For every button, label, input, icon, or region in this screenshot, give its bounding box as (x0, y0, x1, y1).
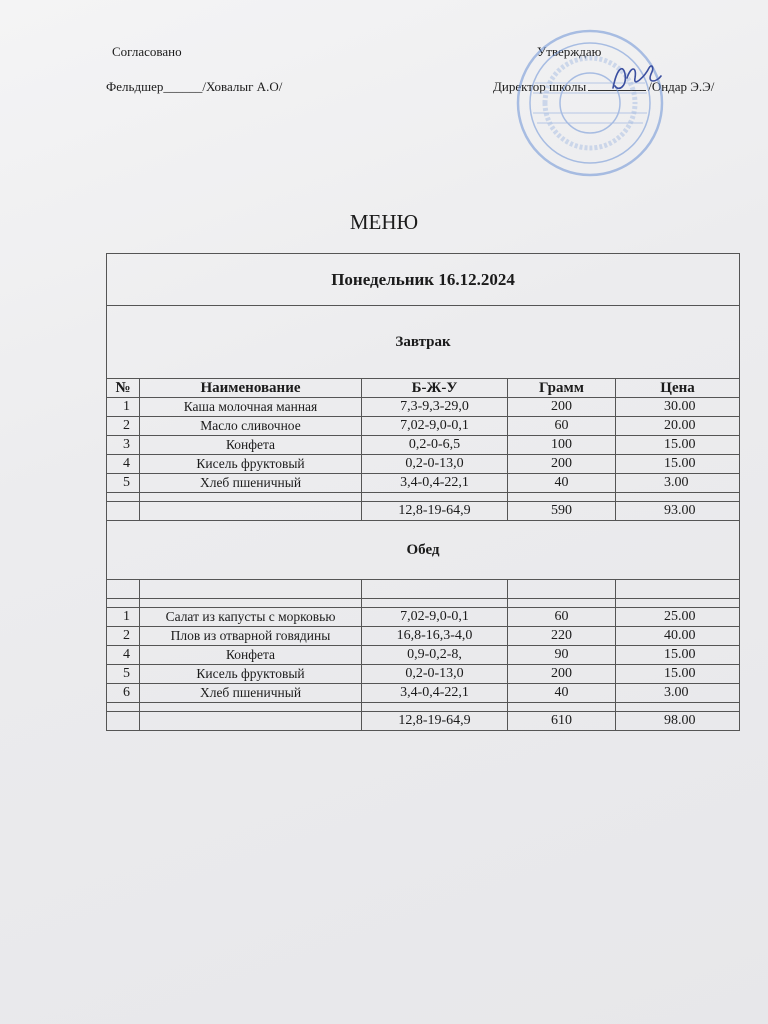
dish-name: Конфета (140, 646, 362, 665)
dish-bju: 0,2-0-13,0 (362, 665, 508, 684)
paramedic-signature-line: Фельдшер______/Ховалыг А.О/ (106, 79, 283, 94)
table-row (107, 436, 740, 455)
dish-price: 3.00 (616, 474, 740, 493)
dish-bju: 16,8-16,3-4,0 (362, 627, 508, 646)
dish-grams: 40 (508, 474, 616, 493)
dish-bju: 7,02-9,0-0,1 (362, 608, 508, 627)
dish-name: Каша молочная манная (140, 398, 362, 417)
col-name: Наименование (140, 379, 362, 398)
dish-price: 25.00 (616, 608, 740, 627)
total-grams: 610 (508, 712, 616, 731)
dish-grams: 100 (508, 436, 616, 455)
dish-grams: 90 (508, 646, 616, 665)
dish-name: Конфета (140, 436, 362, 455)
total-name (140, 502, 362, 521)
total-name (140, 712, 362, 731)
row-number: 4 (107, 455, 140, 474)
dish-price: 20.00 (616, 417, 740, 436)
dish-price: 30.00 (616, 398, 740, 417)
dish-name: Масло сливочное (140, 417, 362, 436)
dish-grams: 200 (508, 398, 616, 417)
dish-price: 15.00 (616, 665, 740, 684)
dish-grams: 60 (508, 417, 616, 436)
breakfast-rows (107, 398, 740, 521)
director-name: /Ондар Э.Э/ (648, 79, 715, 94)
table-header-row (107, 379, 740, 398)
dish-name: Кисель фруктовый (140, 455, 362, 474)
table-spacer-row (107, 599, 740, 608)
table-spacer-row (107, 493, 740, 502)
total-price: 98.00 (616, 712, 740, 731)
dish-price: 40.00 (616, 627, 740, 646)
dish-price: 15.00 (616, 646, 740, 665)
row-number: 5 (107, 474, 140, 493)
table-row (107, 474, 740, 493)
menu-table (106, 253, 740, 731)
row-number: 2 (107, 627, 140, 646)
dish-grams: 60 (508, 608, 616, 627)
dish-name: Салат из капусты с морковью (140, 608, 362, 627)
table-row (107, 684, 740, 703)
col-grams: Грамм (508, 379, 616, 398)
table-row (107, 627, 740, 646)
dish-grams: 200 (508, 455, 616, 474)
dish-price: 15.00 (616, 455, 740, 474)
breakfast-total-row (107, 502, 740, 521)
total-bju: 12,8-19-64,9 (362, 712, 508, 731)
dish-name: Хлеб пшеничный (140, 684, 362, 703)
dish-bju: 7,02-9,0-0,1 (362, 417, 508, 436)
dish-name: Хлеб пшеничный (140, 474, 362, 493)
school-stamp-icon (515, 28, 665, 178)
table-row (107, 665, 740, 684)
approval-left-label: Согласовано (112, 44, 182, 59)
table-row (107, 417, 740, 436)
page-title: МЕНЮ (349, 210, 419, 234)
dish-bju: 0,9-0,2-8, (362, 646, 508, 665)
dish-bju: 0,2-0-13,0 (362, 455, 508, 474)
row-number: 4 (107, 646, 140, 665)
lunch-rows (107, 608, 740, 731)
total-number (107, 502, 140, 521)
total-bju: 12,8-19-64,9 (362, 502, 508, 521)
blank-row (107, 580, 740, 599)
col-price: Цена (616, 379, 740, 398)
total-number (107, 712, 140, 731)
lunch-total-row (107, 712, 740, 731)
table-row (107, 608, 740, 627)
total-grams: 590 (508, 502, 616, 521)
dish-grams: 200 (508, 665, 616, 684)
dish-bju: 0,2-0-6,5 (362, 436, 508, 455)
table-row (107, 455, 740, 474)
total-price: 93.00 (616, 502, 740, 521)
dish-name: Кисель фруктовый (140, 665, 362, 684)
row-number: 6 (107, 684, 140, 703)
day-heading: Понедельник 16.12.2024 (107, 254, 740, 306)
dish-bju: 7,3-9,3-29,0 (362, 398, 508, 417)
dish-grams: 220 (508, 627, 616, 646)
row-number: 1 (107, 608, 140, 627)
row-number: 5 (107, 665, 140, 684)
dish-bju: 3,4-0,4-22,1 (362, 684, 508, 703)
col-number: № (107, 379, 140, 398)
director-label: Директор школы (493, 79, 587, 94)
dish-grams: 40 (508, 684, 616, 703)
col-bju: Б-Ж-У (362, 379, 508, 398)
dish-price: 15.00 (616, 436, 740, 455)
dish-name: Плов из отварной говядины (140, 627, 362, 646)
row-number: 2 (107, 417, 140, 436)
dish-price: 3.00 (616, 684, 740, 703)
dish-bju: 3,4-0,4-22,1 (362, 474, 508, 493)
signature-icon (605, 58, 665, 100)
lunch-heading: Обед (107, 521, 740, 580)
table-spacer-row (107, 703, 740, 712)
table-row (107, 398, 740, 417)
breakfast-heading: Завтрак (107, 306, 740, 379)
row-number: 1 (107, 398, 140, 417)
table-row (107, 646, 740, 665)
row-number: 3 (107, 436, 140, 455)
approval-right-label: Утверждаю (537, 44, 602, 59)
